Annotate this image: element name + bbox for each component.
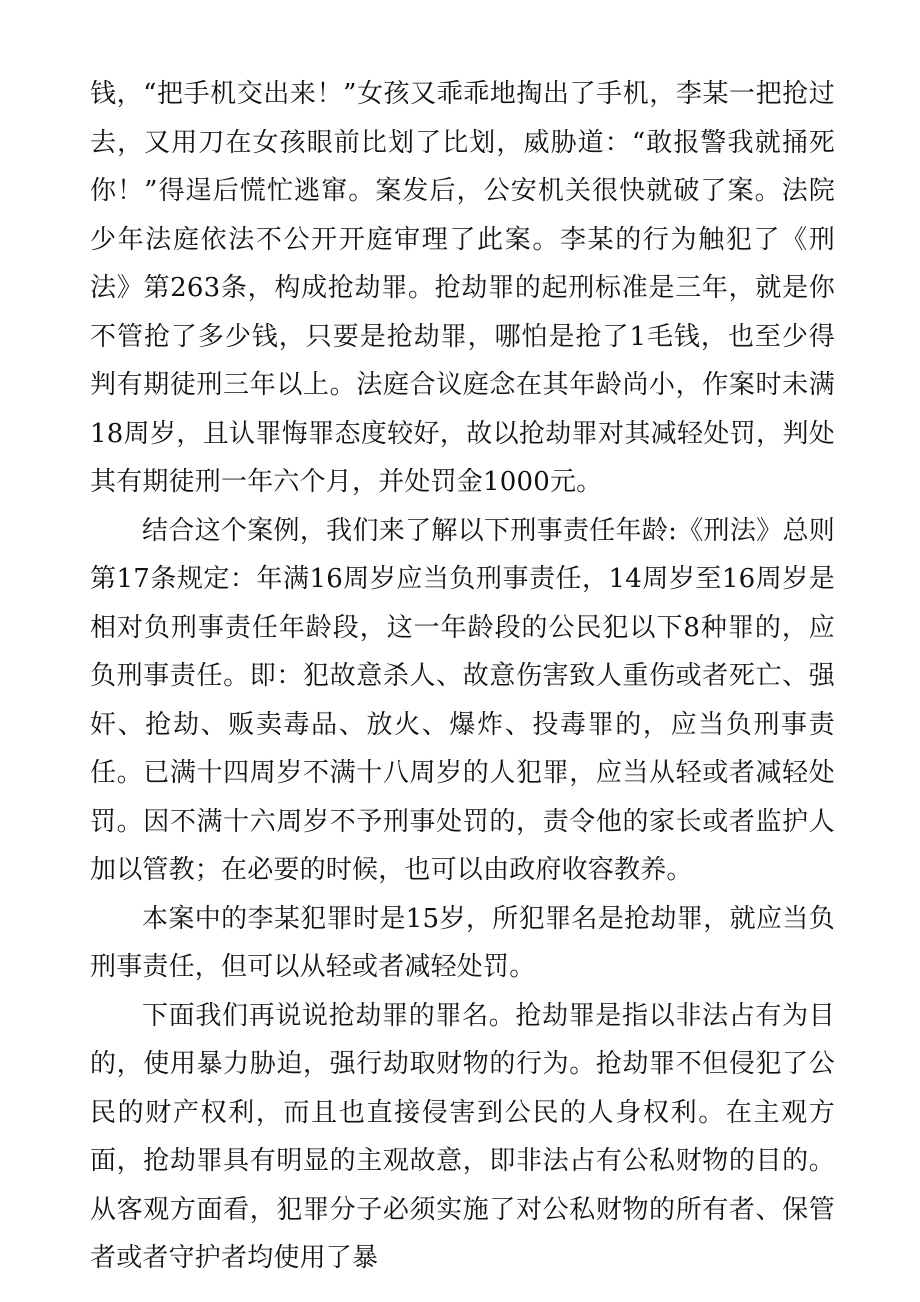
paragraph-robbery-definition: 下面我们再说说抢劫罪的罪名。抢劫罪是指以非法占有为目的，使用暴力胁迫，强行劫取财物的行为。抢劫罪不但侵犯了公民的财产权利，而且也直接侵害到公民的人身权利。在主观方面，抢劫罪具有明显的主观故意，即非法占有公私财物的目的。从客观方面看，犯罪分子必须实施了对公私财物的所有者、保管者或者守护者均使用了暴 — [90, 1000, 835, 1273]
paragraph-case-narrative: 钱，“把手机交出来！”女孩又乖乖地掏出了手机，李某一把抢过去，又用刀在女孩眼前比划了比划，威胁道：“敢报警我就捅死你！”得逞后慌忙逃窜。案发后，公安机关很快就破了案。法院少年法庭依法不公开开庭审理了此案。李某的行为触犯了《刑法》第263条，构成抢劫罪。抢劫罪的起刑标准是三年，就是你不管抢了多少钱，只要是抢劫罪，哪怕是抢了1毛钱，也至少得判有期徒刑三年以上。法庭合议庭念在其年龄尚小，作案时未满18周岁，且认罪悔罪态度较好，故以抢劫罪对其减轻处罚，判处其有期徒刑一年六个月，并处罚金1000元。 — [90, 79, 835, 497]
paragraph-case-conclusion: 本案中的李某犯罪时是15岁，所犯罪名是抢劫罪，就应当负刑事责任，但可以从轻或者减轻处罚。 — [90, 903, 835, 982]
paragraph-criminal-age: 结合这个案例，我们来了解以下刑事责任年龄:《刑法》总则第17条规定：年满16周岁应当负刑事责任，14周岁至16周岁是相对负刑事责任年龄段，这一年龄段的公民犯以下8种罪的，应负刑事责任。即：犯故意杀人、故意伤害致人重伤或者死亡、强奸、抢劫、贩卖毒品、放火、爆炸、投毒罪的，应当负刑事责任。已满十四周岁不满十八周岁的人犯罪，应当从轻或者减轻处罚。因不满十六周岁不予刑事处罚的，责令他的家长或者监护人加以管教；在必要的时候，也可以由政府收容教养。 — [90, 515, 835, 885]
document-page — [90, 70, 835, 1283]
